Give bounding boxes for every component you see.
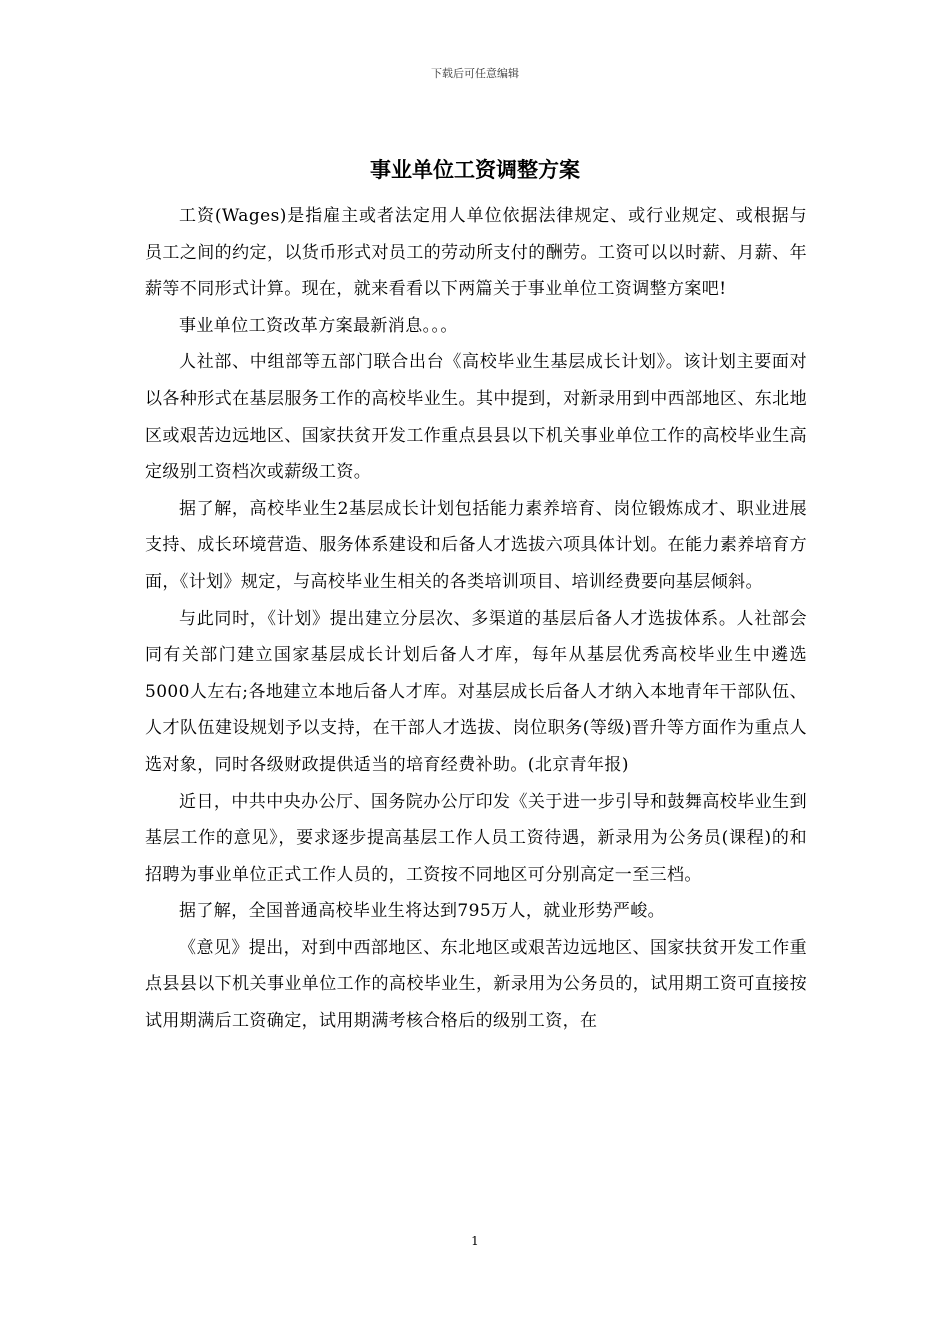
paragraph: 事业单位工资改革方案最新消息。。。 (179, 315, 458, 336)
paragraph: 工资(Wages)是指雇主或者法定用人单位依据法律规定、或行业规定、或根据与员工之间的约定，以货币形式对员工的劳动所支付的酬劳。工资可以以时薪、月薪、年薪等不同形式计算。现在，就来看看以下两篇关于事业单位工资调整方案吧! (145, 206, 807, 300)
paragraph: 人社部、中组部等五部门联合出台《高校毕业生基层成长计划》。该计划主要面对以各种形式在基层服务工作的高校毕业生。其中提到，对新录用到中西部地区、东北地区或艰苦边远地区、国家扶贫开发工作重点县县以下机关事业单位工作的高校毕业生高定级别工资档次或薪级工资。 (145, 352, 807, 483)
document-title: 事业单位工资调整方案 (370, 157, 580, 182)
paragraph: 近日，中共中央办公厅、国务院办公厅印发《关于进一步引导和鼓舞高校毕业生到基层工作的意见》，要求逐步提高基层工作人员工资待遇，新录用为公务员(课程)的和招聘为事业单位正式工作人员的，工资按不同地区可分别高定一至三档。 (145, 791, 807, 885)
header-note: 下载后可任意编辑 (431, 67, 519, 80)
paragraph: 据了解，高校毕业生2基层成长计划包括能力素养培育、岗位锻炼成才、职业进展支持、成长环境营造、服务体系建设和后备人才选拔六项具体计划。在能力素养培育方面，《计划》规定，与高校毕业生相关的各类培训项目、培训经费要向基层倾斜。 (145, 498, 807, 592)
page-number: 1 (471, 1234, 479, 1248)
paragraph: 据了解，全国普通高校毕业生将达到795万人，就业形势严峻。 (179, 901, 666, 922)
document-body (145, 198, 807, 1040)
paragraph: 《意见》提出，对到中西部地区、东北地区或艰苦边远地区、国家扶贫开发工作重点县县以下机关事业单位工作的高校毕业生，新录用为公务员的，试用期工资可直接按试用期满后工资确定，试用期满考核合格后的级别工资，在 (145, 937, 807, 1032)
paragraph: 与此同时，《计划》提出建立分层次、多渠道的基层后备人才选拔体系。人社部会同有关部门建立国家基层成长计划后备人才库，每年从基层优秀高校毕业生中遴选5000人左右;各地建立本地后备人才库。对基层成长后备人才纳入本地青年干部队伍、人才队伍建设规划予以支持，在干部人才选拔、岗位职务(等级)晋升等方面作为重点人选对象，同时各级财政提供适当的培育经费补助。(北京青年报) (145, 608, 807, 775)
